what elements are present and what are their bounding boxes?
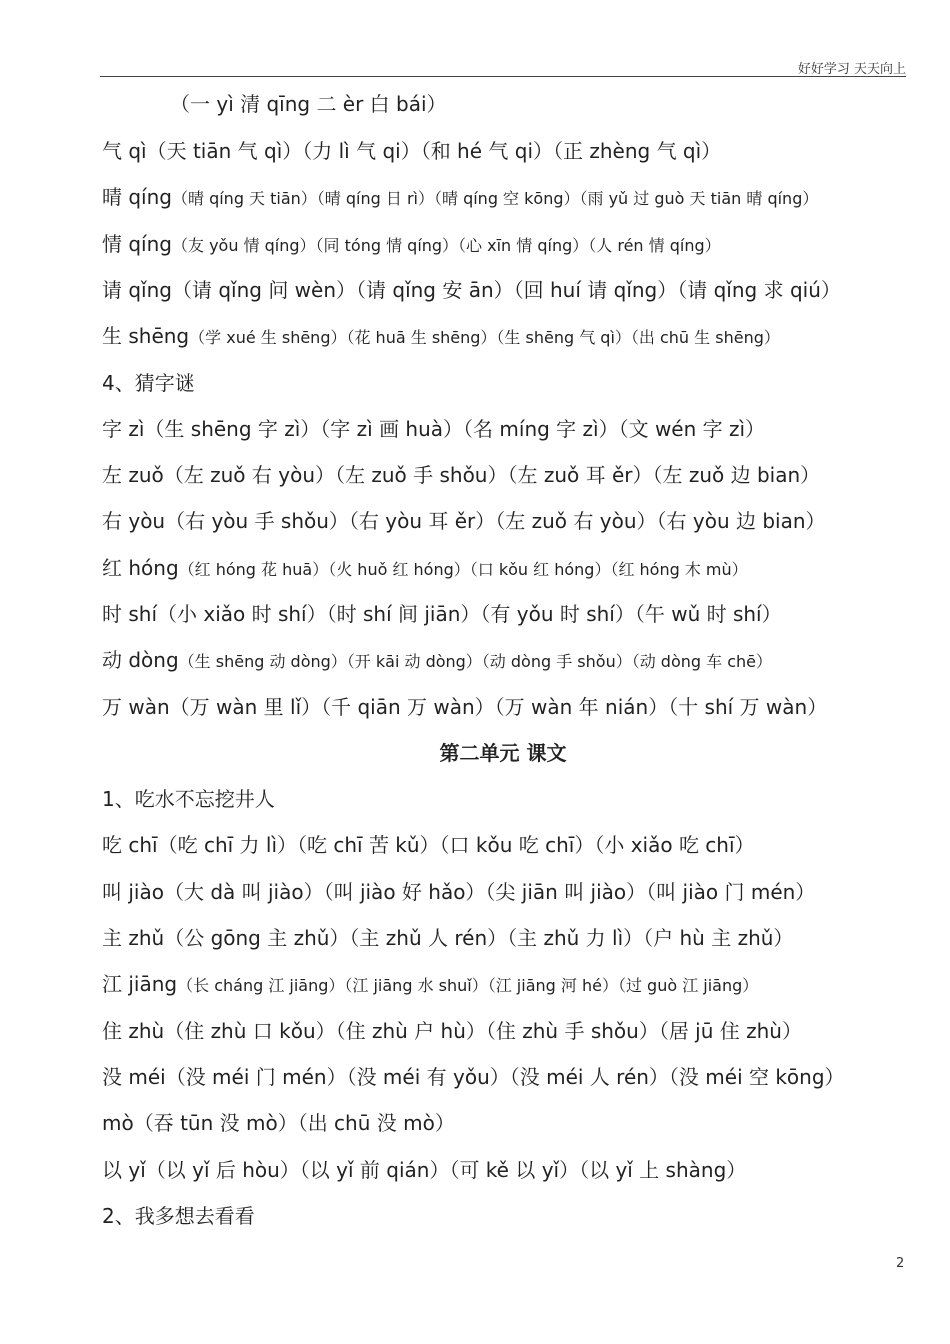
text-line — [102, 832, 755, 858]
text-line — [102, 1064, 845, 1090]
line-text: 右 yòu（右 yòu 手 shǒu）（右 yòu 耳 ěr）（左 zuǒ 右 yòu）（右 yòu 边 bian） — [102, 509, 826, 533]
line-head: 红 hóng — [102, 556, 179, 580]
line-head: 晴 qíng — [102, 185, 172, 209]
line-text: 吃 chī（吃 chī 力 lì）（吃 chī 苦 kǔ）（口 kǒu 吃 chī）（小 xiǎo 吃 chī） — [102, 833, 755, 857]
text-line — [102, 1110, 455, 1136]
line-text: 2、我多想去看看 — [102, 1204, 255, 1228]
line-text: （生 shēng 动 dòng）（开 kāi 动 dòng）（动 dòng 手 shǒu）（动 dòng 车 chē） — [178, 652, 772, 671]
text-line — [102, 971, 758, 999]
line-text: 叫 jiào（大 dà 叫 jiào）（叫 jiào 好 hǎo）（尖 jiān 叫 jiào）（叫 jiào 门 mén） — [102, 880, 816, 904]
section-heading — [102, 1203, 255, 1229]
unit-title: 第二单元 课文 — [439, 741, 567, 765]
header-motto: 好好学习 天天向上 — [797, 62, 906, 77]
line-text: 以 yǐ（以 yǐ 后 hòu）（以 yǐ 前 qián）（可 kě 以 yǐ）（以 yǐ 上 shàng） — [102, 1158, 747, 1182]
text-line — [102, 1018, 802, 1044]
section-heading — [102, 786, 275, 812]
text-line — [102, 184, 818, 212]
line-text: （学 xué 生 shēng）（花 huā 生 shēng）（生 shēng 气 qì）（出 chū 生 shēng） — [189, 328, 780, 347]
text-line — [102, 1157, 746, 1183]
text-line — [102, 647, 772, 675]
text-line — [102, 323, 780, 351]
line-head: 生 shēng — [102, 324, 190, 348]
text-line — [102, 925, 793, 951]
line-text: 住 zhù（住 zhù 口 kǒu）（住 zhù 户 hù）（住 zhù 手 shǒu）（居 jū 住 zhù） — [102, 1019, 802, 1043]
line-head: 江 jiāng — [102, 972, 178, 996]
text-line — [102, 416, 765, 442]
page-number: 2 — [896, 1256, 905, 1271]
line-text: 1、吃水不忘挖井人 — [102, 787, 275, 811]
line-text: 时 shí（小 xiǎo 时 shí）（时 shí 间 jiān）（有 yǒu 时 shí）（午 wǔ 时 shí） — [102, 602, 782, 626]
text-line — [102, 555, 748, 583]
text-line — [170, 91, 447, 117]
text-line — [102, 879, 815, 905]
text-line — [102, 601, 782, 627]
line-text: mò（吞 tūn 没 mò）（出 chū 没 mò） — [102, 1111, 455, 1135]
line-text: 没 méi（没 méi 门 mén）（没 méi 有 yǒu）（没 méi 人 rén）（没 méi 空 kōng） — [102, 1065, 845, 1089]
section-heading — [102, 370, 195, 396]
text-line — [102, 508, 826, 534]
line-text: 万 wàn（万 wàn 里 lǐ）（千 qiān 万 wàn）（万 wàn 年 nián）（十 shí 万 wàn） — [102, 695, 828, 719]
line-text: 请 qǐng（请 qǐng 问 wèn）（请 qǐng 安 ān）（回 huí 请 qǐng）（请 qǐng 求 qiú） — [102, 278, 841, 302]
line-text: 4、猜字谜 — [102, 371, 195, 395]
line-text: 左 zuǒ（左 zuǒ 右 yòu）（左 zuǒ 手 shǒu）（左 zuǒ 耳 ěr）（左 zuǒ 边 bian） — [102, 463, 821, 487]
line-text: （一 yì 清 qīng 二 èr 白 bái） — [170, 92, 447, 116]
text-line — [102, 231, 721, 259]
header-divider — [100, 76, 906, 77]
text-line — [102, 694, 827, 720]
text-line — [102, 138, 721, 164]
line-text: 主 zhǔ（公 gōng 主 zhǔ）（主 zhǔ 人 rén）（主 zhǔ 力 lì）（户 hù 主 zhǔ） — [102, 926, 794, 950]
text-line — [102, 462, 820, 488]
line-head: 情 qíng — [102, 232, 172, 256]
line-text: （友 yǒu 情 qíng）（同 tóng 情 qíng）（心 xīn 情 qíng）（人 rén 情 qíng） — [171, 236, 721, 255]
line-text: 气 qì（天 tiān 气 qì）（力 lì 气 qi）（和 hé 气 qi）（正 zhèng 气 qì） — [102, 139, 722, 163]
line-text: （红 hóng 花 huā）（火 huǒ 红 hóng）（口 kǒu 红 hóng）（红 hóng 木 mù） — [178, 560, 748, 579]
line-text: （晴 qíng 天 tiān）（晴 qíng 日 rì）（晴 qíng 空 kōng）（雨 yǔ 过 guò 天 tiān 晴 qíng） — [171, 189, 819, 208]
line-head: 动 dòng — [102, 648, 179, 672]
line-text: 字 zì（生 shēng 字 zì）（字 zì 画 huà）（名 míng 字 zì）（文 wén 字 zì） — [102, 417, 766, 441]
text-line — [102, 277, 841, 303]
line-text: （长 cháng 江 jiāng）（江 jiāng 水 shuǐ）（江 jiāng 河 hé）（过 guò 江 jiāng） — [177, 976, 759, 995]
